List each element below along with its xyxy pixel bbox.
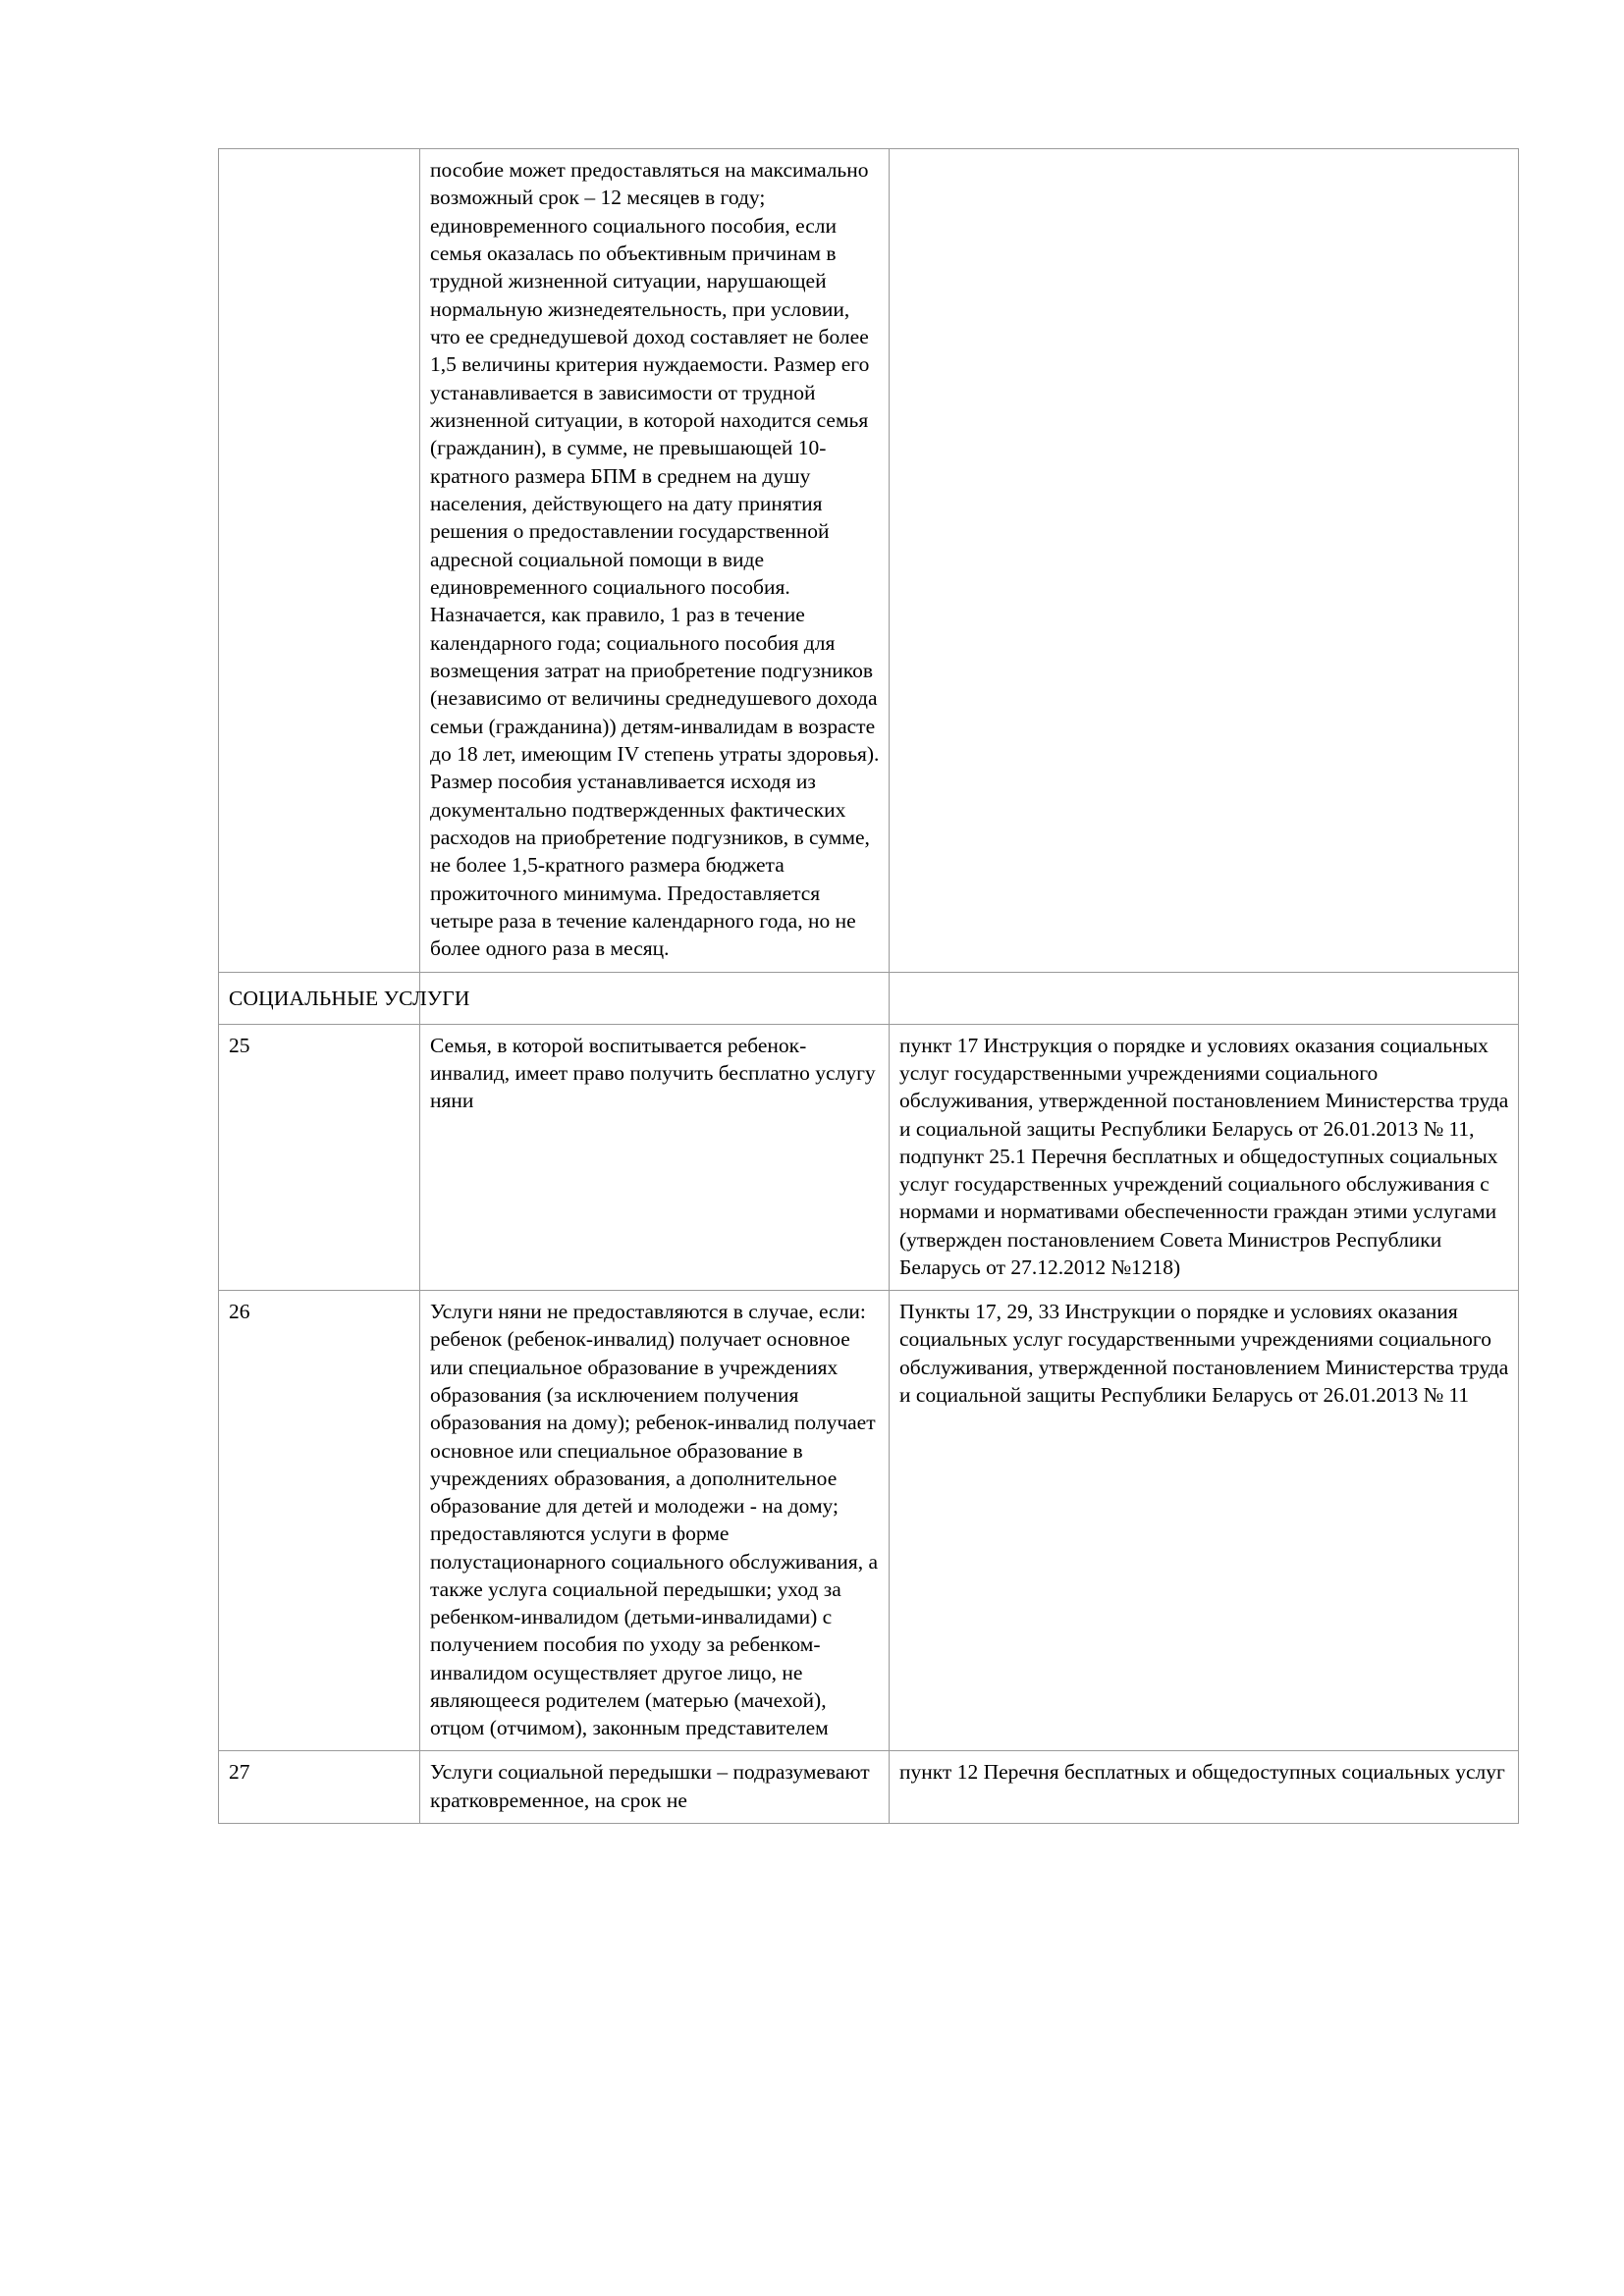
table-body <box>219 149 1519 1824</box>
row-number-cell <box>219 1024 420 1290</box>
row-description: Услуги няни не предоставляются в случае, если: ребенок (ребенок-инвалид) получает основное или специальное образование в учреждениях образования (за исключением получения образования на дому); ребенок-инвалид получает основное или специальное образование в учреждениях образования, а дополнительное образование для детей и молодежи - на дому; предоставляются услуги в форме полустационарного социального обслуживания, а также услуга социальной передышки; уход за ребенком-инвалидом (детьми-инвалидами) с получением пособия по уходу за ребенком-инвалидом осуществляет другое лицо, не являющееся родителем (матерью (мачехой), отцом (отчимом), законным представителем <box>430 1300 884 1740</box>
row-description-cell <box>420 1024 890 1290</box>
row-reference-cell <box>890 1291 1519 1751</box>
row-number: 26 <box>229 1300 250 1324</box>
row-reference-cell <box>890 149 1519 973</box>
row-reference-cell <box>890 972 1519 1024</box>
row-reference: пункт 17 Инструкция о порядке и условиях оказания социальных услуг государственными учреждениями социального обслуживания, утвержденной постановлением Министерства труда и социальной защиты Республики Беларусь от 26.01.2013 № 11, подпункт 25.1 Перечня бесплатных и общедоступных социальных услуг государственных учреждений социального обслуживания с нормами и нормативами обеспеченности граждан этими услугами (утвержден постановлением Совета Министров Республики Беларусь от 27.12.2012 №1218) <box>899 1033 1514 1279</box>
table-row <box>219 1291 1519 1751</box>
row-number-cell <box>219 1751 420 1824</box>
row-number: 27 <box>229 1760 250 1785</box>
row-number-cell <box>219 149 420 973</box>
social-services-table <box>218 148 1519 1824</box>
section-heading: СОЦИАЛЬНЫЕ УСЛУГИ <box>229 986 470 1010</box>
row-reference-cell <box>890 1751 1519 1824</box>
row-description: Услуги социальной передышки – подразумевают кратковременное, на срок не <box>430 1760 876 1812</box>
row-description-cell <box>420 149 890 973</box>
row-reference: пункт 12 Перечня бесплатных и общедоступных социальных услуг <box>899 1760 1505 1785</box>
table-row <box>219 972 1519 1024</box>
row-description-cell <box>420 1291 890 1751</box>
row-number: 25 <box>229 1033 250 1057</box>
row-description-cell <box>420 1751 890 1824</box>
table-row <box>219 1024 1519 1290</box>
section-heading-cell <box>219 972 470 1024</box>
row-reference-cell <box>890 1024 1519 1290</box>
row-reference: Пункты 17, 29, 33 Инструкции о порядке и условиях оказания социальных услуг государственными учреждениями социального обслуживания, утвержденной постановлением Министерства труда и социальной защиты Республики Беларусь от 26.01.2013 № 11 <box>899 1300 1514 1407</box>
row-description: Семья, в которой воспитывается ребенок-инвалид, имеет право получить бесплатно услугу няни <box>430 1033 882 1113</box>
row-description-cell <box>420 972 890 1024</box>
table-row <box>219 1751 1519 1824</box>
row-description: пособие может предоставляться на максимально возможный срок – 12 месяцев в году; единовременного социального пособия, если семья оказалась по объективным причинам в трудной жизненной ситуации, нарушающей нормальную жизнедеятельность, при условии, что ее среднедушевой доход составляет не более 1,5 величины критерия нуждаемости. Размер его устанавливается в зависимости от трудной жизненной ситуации, в которой находится семья (гражданин), в сумме, не превышающей 10-кратного размера БПМ в среднем на душу населения, действующего на дату принятия решения о предоставлении государственной адресной социальной помощи в виде единовременного социального пособия. Назначается, как правило, 1 раз в течение календарного года; социального пособия для возмещения затрат на приобретение подгузников (независимо от величины среднедушевого дохода семьи (гражданина)) детям-инвалидам в возрасте до 18 лет, имеющим IV степень утраты здоровья). Размер пособия устанавливается исходя из документально подтвержденных фактических расходов на приобретение подгузников, в сумме, не более 1,5-кратного размера бюджета прожиточного минимума. Предоставляется четыре раза в течение календарного года, но не более одного раза в месяц. <box>430 158 885 961</box>
row-number-cell <box>219 1291 420 1751</box>
table-row <box>219 149 1519 973</box>
